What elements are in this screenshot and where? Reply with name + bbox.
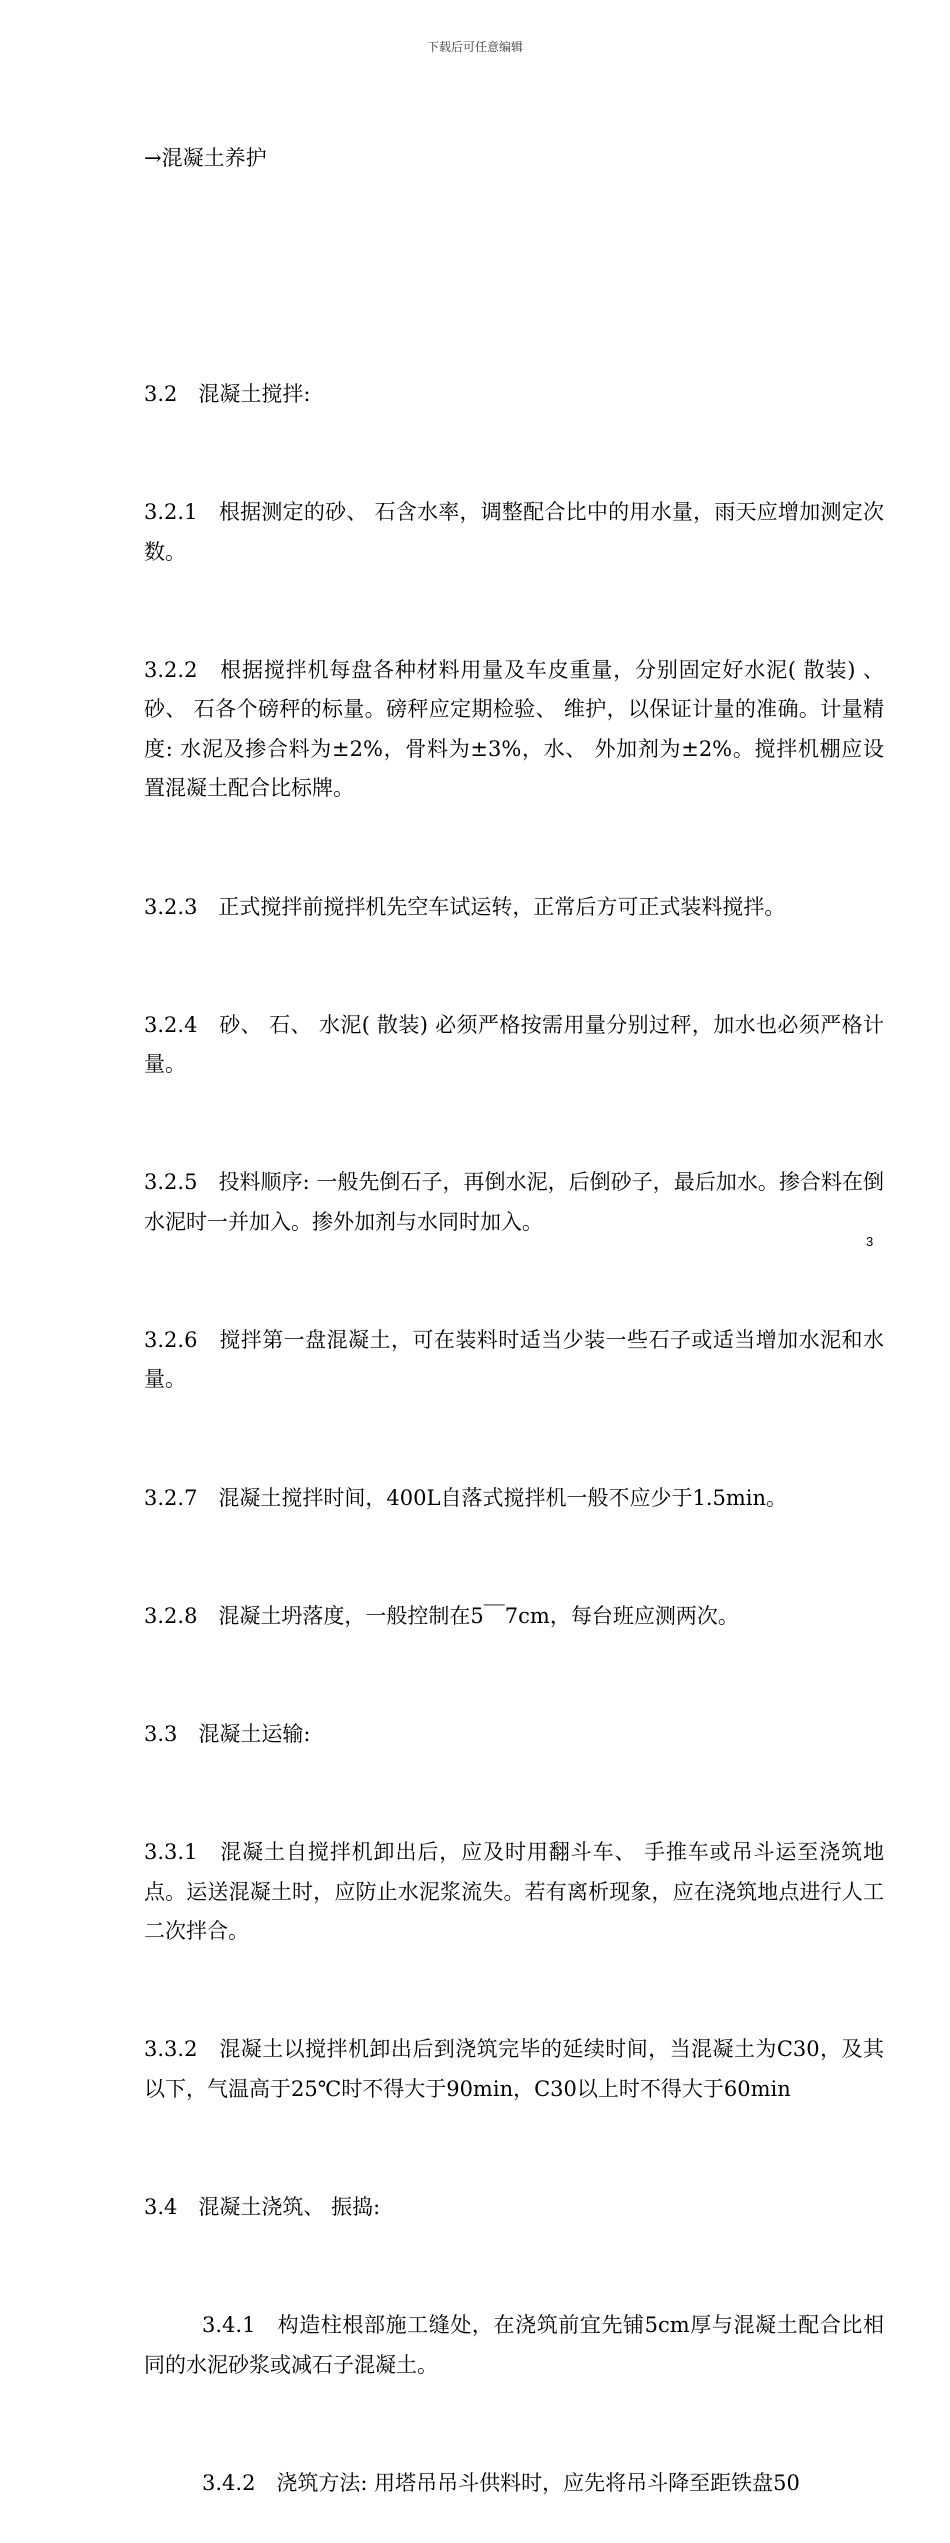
blank-line — [144, 257, 884, 296]
page-number: 3 — [866, 1234, 874, 1249]
document-body — [144, 60, 891, 2543]
paragraph-3-2-8: 3.2.8 混凝土坍落度，一般控制在5￣7cm，每台班应测两次。 — [144, 1603, 739, 1628]
section-heading-3-4: 3.4 混凝土浇筑、 振捣: — [144, 2194, 381, 2219]
paragraph-3-3-1: 3.3.1 混凝土自搅拌机卸出后，应及时用翻斗车、 手推车或吊斗运至浇筑地点。运送混凝土时，应防止水泥浆流失。若有离析现象，应在浇筑地点进行人工二次拌合。 — [144, 1840, 884, 1944]
paragraph-3-4-2: 3.4.2 浇筑方法: 用塔吊吊斗供料时，应先将吊斗降至距铁盘50 — [202, 2470, 800, 2495]
page-header: 下载后可任意编辑 — [426, 40, 523, 54]
paragraph-3-2-4: 3.2.4 砂、 石、 水泥( 散装) 必须严格按需用量分别过秤，加水也必须严格计量。 — [144, 1012, 884, 1077]
paragraph-3-2-1: 3.2.1 根据测定的砂、 石含水率，调整配合比中的用水量，雨天应增加测定次数。 — [144, 500, 884, 564]
paragraph-3-2-3: 3.2.3 正式搅拌前搅拌机先空车试运转，正常后方可正式装料搅拌。 — [144, 894, 786, 919]
flow-step-line: →混凝土养护 — [144, 145, 267, 170]
paragraph-3-2-6: 3.2.6 搅拌第一盘混凝土，可在装料时适当少装一些石子或适当增加水泥和水量。 — [144, 1327, 884, 1392]
section-heading-3-2: 3.2 混凝土搅拌: — [144, 382, 311, 407]
paragraph-3-2-5: 3.2.5 投料顺序: 一般先倒石子，再倒水泥，后倒砂子，最后加水。掺合料在倒水泥时一并加入。掺外加剂与水同时加入。 — [144, 1170, 884, 1234]
paragraph-3-4-1: 3.4.1 构造柱根部施工缝处，在浇筑前宜先铺5cm厚与混凝土配合比相同的水泥砂浆或减石子混凝土。 — [144, 2313, 884, 2377]
paragraph-3-2-2: 3.2.2 根据搅拌机每盘各种材料用量及车皮重量，分别固定好水泥( 散装) 、 砂、 石各个磅秤的标量。磅秤应定期检验、 维护，以保证计量的准确。计量精度: 水泥及掺合料为±2%，骨料为±3%，水、 外加剂为±2%。搅拌机棚应设置混凝土配合比标牌。 — [144, 658, 891, 801]
paragraph-3-2-7: 3.2.7 混凝土搅拌时间，400L自落式搅拌机一般不应少于1.5min。 — [144, 1485, 788, 1510]
paragraph-3-3-2: 3.3.2 混凝土以搅拌机卸出后到浇筑完毕的延续时间，当混凝土为C30，及其以下，气温高于25℃时不得大于90min，C30以上时不得大于60min — [144, 2037, 884, 2101]
section-heading-3-3: 3.3 混凝土运输: — [144, 1722, 311, 1747]
